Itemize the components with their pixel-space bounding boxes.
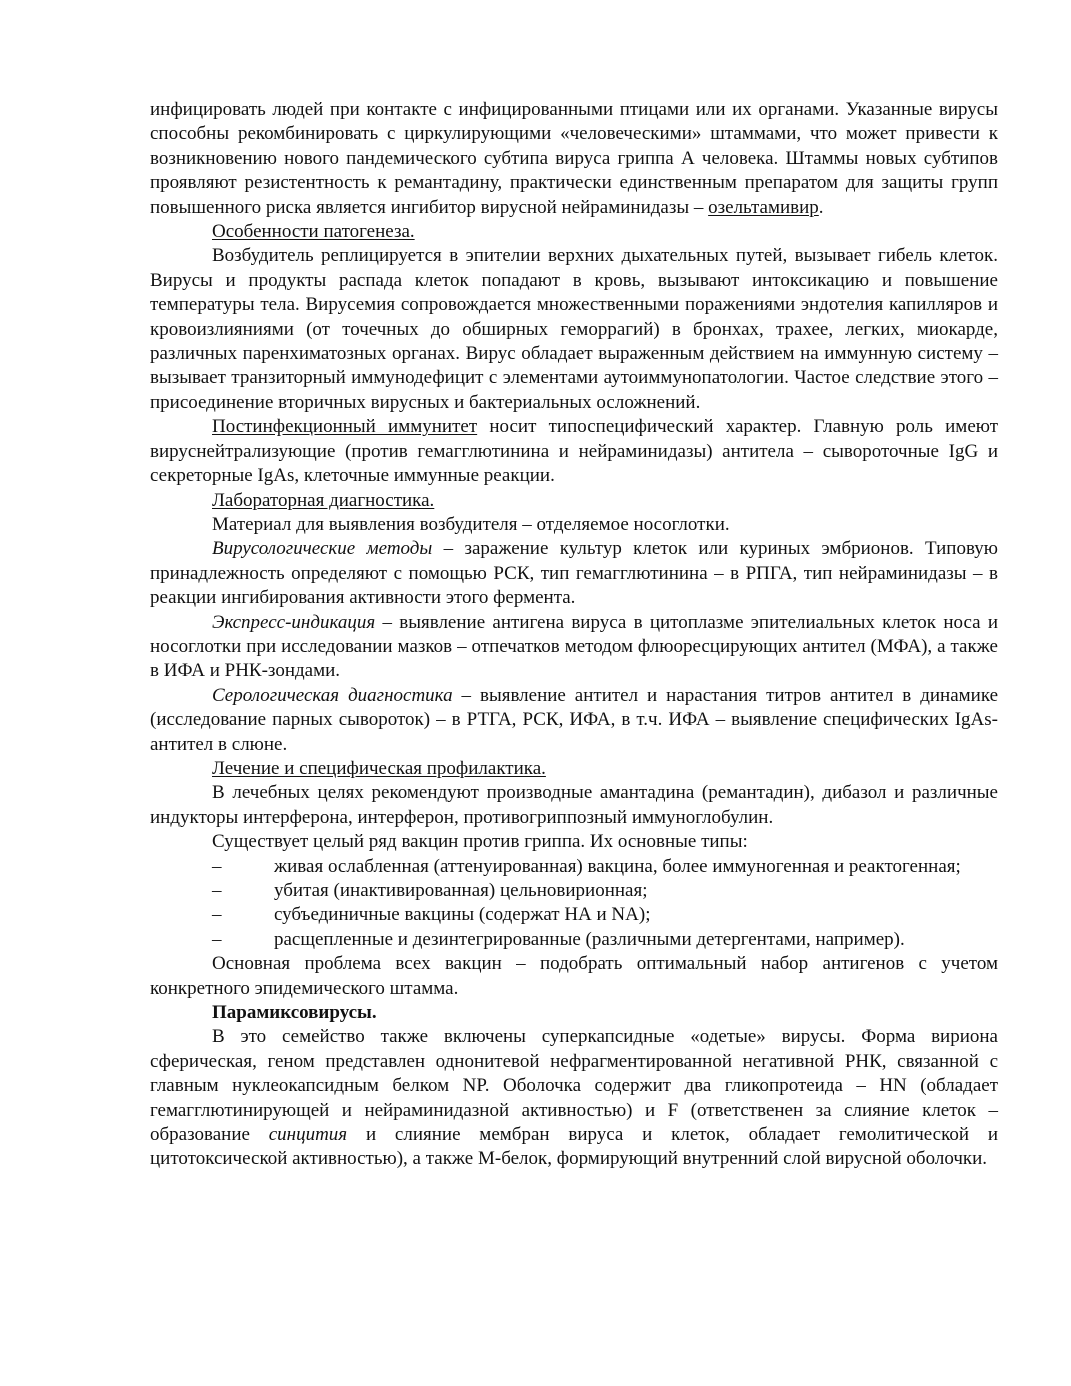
- immunity-term: Постинфекционный иммунитет: [212, 416, 478, 438]
- oseltamivir-term: озельтамивир: [708, 196, 819, 218]
- express-term: Экспресс-индикация: [212, 611, 376, 633]
- paragraph-material: Материал для выявления возбудителя – отделяемое носоглотки.: [212, 513, 730, 535]
- serology-term: Серологическая диагностика: [212, 684, 453, 706]
- paragraph-serology: [150, 684, 998, 757]
- paragraph-text: инфицировать людей при контакте с инфицированными птицами или их органами. Указанные вирусы способны рекомбинировать с циркулирующими «человеческими» штаммами, что может привести к возникновению нового пандемического субтипа вируса гриппа А человека. Штаммы новых субтипов проявляют резистентность к ремантадину, практически единственным препаратом для защиты групп повышенного риска является ингибитор вирусной нейраминидазы –: [150, 99, 998, 218]
- paragraph-virology-methods: [150, 537, 998, 610]
- document-page: [150, 98, 998, 1172]
- heading-text: Парамиксовирусы.: [212, 1002, 377, 1024]
- paragraph-text: – выявление антигена вируса в цитоплазме эпителиальных клеток носа и носоглотки при исследовании мазков – отпечатков методом флюоресцирующих антител (МФА), а также в ИФА и РНК-зондами.: [150, 611, 998, 682]
- paragraph-paramyxoviruses: [150, 1025, 998, 1171]
- syncytium-term: синцития: [268, 1124, 348, 1146]
- paragraph-express-indication: [150, 611, 998, 684]
- paragraph-vaccines-intro: Существует целый ряд вакцин против гриппа. Их основные типы:: [212, 831, 748, 853]
- paragraph-pathogenesis: Возбудитель реплицируется в эпителии верхних дыхательных путей, вызывает гибель клеток. Вирусы и продукты распада клеток попадают в кровь, вызывают интоксикацию и повышение температуры тела. Вирусемия сопровождается множественными поражениями эндотелия капилляров и кровоизлияниями (от точечных до обширных геморрагий) в бронхах, трахее, легких, миокарде, различных паренхиматозных органах. Вирус обладает выраженным действием на иммунную систему – вызывает транзиторный иммунодефицит с элементами аутоиммунопатологии. Частое следствие этого – присоединение вторичных вирусных и бактериальных осложнений.: [150, 245, 998, 413]
- list-item: [150, 903, 998, 927]
- heading-lab-diagnostics: [150, 489, 998, 513]
- list-item: [150, 879, 998, 903]
- dash-marker: –: [212, 855, 222, 877]
- paragraph-vaccine-problem: Основная проблема всех вакцин – подобрать оптимальный набор антигенов с учетом конкретного эпидемического штамма.: [150, 953, 998, 999]
- heading-text: Особенности патогенеза.: [212, 221, 415, 243]
- paragraph-antivirals: [150, 98, 998, 220]
- paragraph-text: .: [818, 196, 824, 218]
- paragraph-immunity: [150, 415, 998, 488]
- list-item-text: убитая (инактивированная) цельновирионная;: [274, 880, 648, 901]
- heading-text: Лабораторная диагностика.: [212, 489, 435, 511]
- list-item-text: расщепленные и дезинтегрированные (различными детергентами, например).: [274, 928, 905, 950]
- dash-marker: –: [212, 904, 222, 926]
- paragraph-text: и слияние мембран вируса и клеток, обладает гемолитической и цитотоксической активностью), а также М-белок, формирующий внутренний слой вирусной оболочки.: [150, 1124, 998, 1170]
- paragraph-text: носит типоспецифический характер. Главную роль имеют вируснейтрализующие (против гемагглютинина и нейраминидазы) антитела – сывороточные IgG и секреторные IgAs, клеточные иммунные реакции.: [150, 416, 999, 487]
- heading-treatment: [150, 757, 998, 781]
- virology-term: Вирусологические методы: [212, 538, 433, 560]
- paragraph-text: – заражение культур клеток или куриных эмбрионов. Типовую принадлежность определяют с помощью РСК, тип гемагглютинина – в РПГА, тип нейраминидазы – в реакции ингибирования активности этого фермента.: [150, 538, 998, 609]
- list-item: [150, 928, 998, 952]
- dash-marker: –: [212, 928, 222, 950]
- heading-text: Лечение и специфическая профилактика.: [212, 757, 546, 779]
- paragraph-text: – выявление антител и нарастания титров антител в динамике (исследование парных сывороток) – в РТГА, РСК, ИФА, в т.ч. ИФА – выявление специфических IgAs-антител в слюне.: [150, 684, 999, 755]
- paragraph-text: В это семейство также включены суперкапсидные «одетые» вирусы. Форма вириона сферическая, геном представлен однонитевой нефрагментированной негативной РНК, связанной с главным нуклеокапсидным белком NP. Оболочка содержит два гликопротеида – HN (обладает гемагглютинирующей и нейраминидазной активностью) и F (ответственен за слияние клеток – образование: [150, 1026, 998, 1146]
- dash-marker: –: [212, 880, 222, 901]
- heading-pathogenesis: [150, 220, 998, 244]
- heading-paramyxoviruses: [150, 1001, 998, 1025]
- list-item-text: живая ослабленная (аттенуированная) вакцина, более иммуногенная и реактогенная;: [274, 855, 961, 877]
- paragraph-treatment: В лечебных целях рекомендуют производные амантадина (ремантадин), дибазол и различные индукторы интерферона, интерферон, противогриппозный иммуноглобулин.: [150, 782, 998, 828]
- list-item-text: субъединичные вакцины (содержат НА и NA);: [274, 904, 651, 926]
- list-item: [150, 855, 998, 879]
